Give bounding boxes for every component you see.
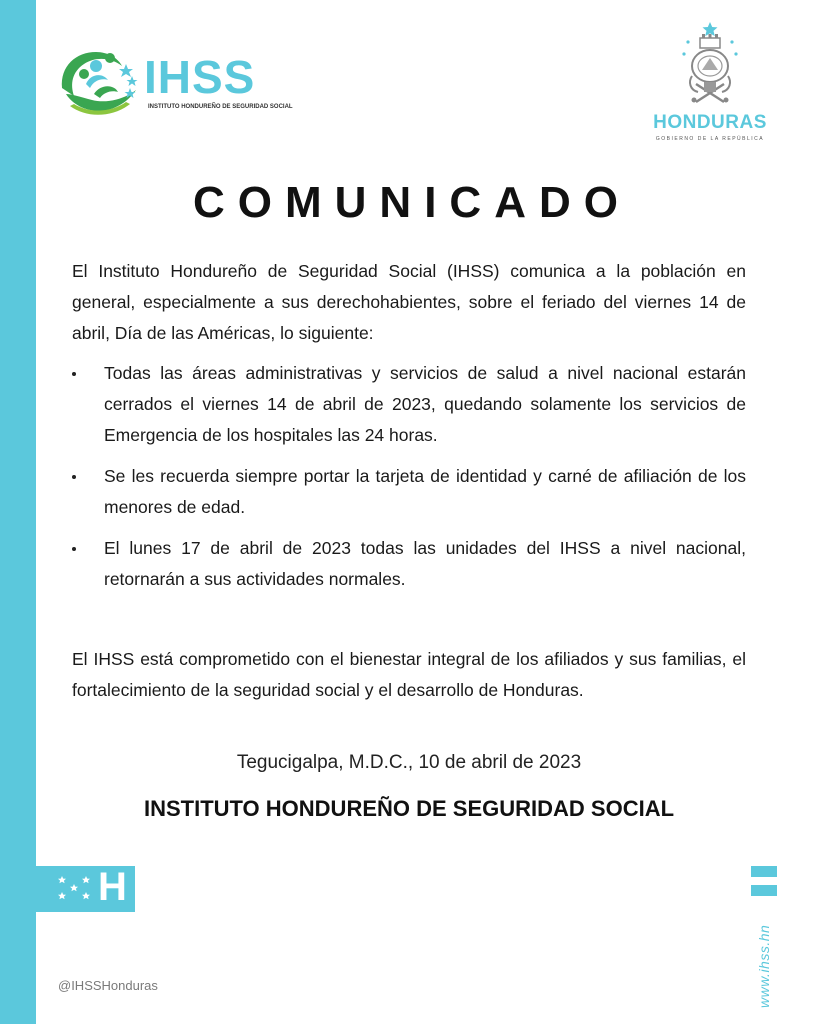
decorative-bar bbox=[751, 885, 777, 896]
honduras-government-logo bbox=[640, 18, 780, 148]
bullet-icon bbox=[72, 547, 76, 551]
website-url: www.ihss.hn bbox=[756, 924, 772, 1008]
left-accent-bar bbox=[0, 0, 36, 1024]
ihss-logo-subtitle: INSTITUTO HONDUREÑO DE SEGURIDAD SOCIAL bbox=[148, 104, 293, 110]
list-item bbox=[72, 461, 746, 523]
list-item bbox=[72, 533, 746, 595]
list-item-text: El lunes 17 de abril de 2023 todas las unidades del IHSS a nivel nacional, retornarán a sus actividades normales. bbox=[104, 538, 746, 589]
social-handle: @IHSSHonduras bbox=[58, 978, 158, 993]
honduras-wordmark: HONDURAS bbox=[653, 112, 767, 133]
place-date: Tegucigalpa, M.D.C., 10 de abril de 2023 bbox=[236, 752, 582, 773]
list-item bbox=[72, 358, 746, 451]
flag-letter: H bbox=[98, 865, 127, 909]
bullet-icon bbox=[72, 372, 76, 376]
list-item-text: Se les recuerda siempre portar la tarjeta de identidad y carné de afiliación de los menores de edad. bbox=[104, 466, 746, 517]
right-decorative-bars bbox=[751, 866, 777, 904]
intro-paragraph: El Instituto Hondureño de Seguridad Social (IHSS) comunica a la población en general, especialmente a sus derechohabientes, sobre el feriado del viernes 14 de abril, Día de las Américas, lo siguiente: bbox=[72, 261, 746, 343]
bullet-icon bbox=[72, 475, 76, 479]
decorative-bar bbox=[751, 866, 777, 877]
list-item-text: Todas las áreas administrativas y servicios de salud a nivel nacional estarán cerrados el viernes 14 de abril de 2023, quedando solamente los servicios de Emergencia de los hospitales las 24 horas. bbox=[104, 363, 746, 445]
ihss-emblem-icon bbox=[56, 44, 146, 120]
coat-of-arms-icon bbox=[678, 20, 742, 110]
government-subtitle: GOBIERNO DE LA REPÚBLICA bbox=[655, 136, 765, 142]
institution-signature: INSTITUTO HONDUREÑO DE SEGURIDAD SOCIAL bbox=[143, 796, 675, 821]
flag-stars-icon bbox=[56, 873, 98, 905]
closing-paragraph: El IHSS está comprometido con el bienestar integral de los afiliados y sus familias, el fortalecimiento de la seguridad social y el desarrollo de Honduras. bbox=[72, 649, 746, 700]
bullet-list bbox=[72, 358, 746, 605]
document-title: COMUNICADO bbox=[193, 178, 631, 227]
ihss-acronym: IHSS bbox=[144, 51, 256, 103]
ihss-logo bbox=[56, 44, 293, 120]
